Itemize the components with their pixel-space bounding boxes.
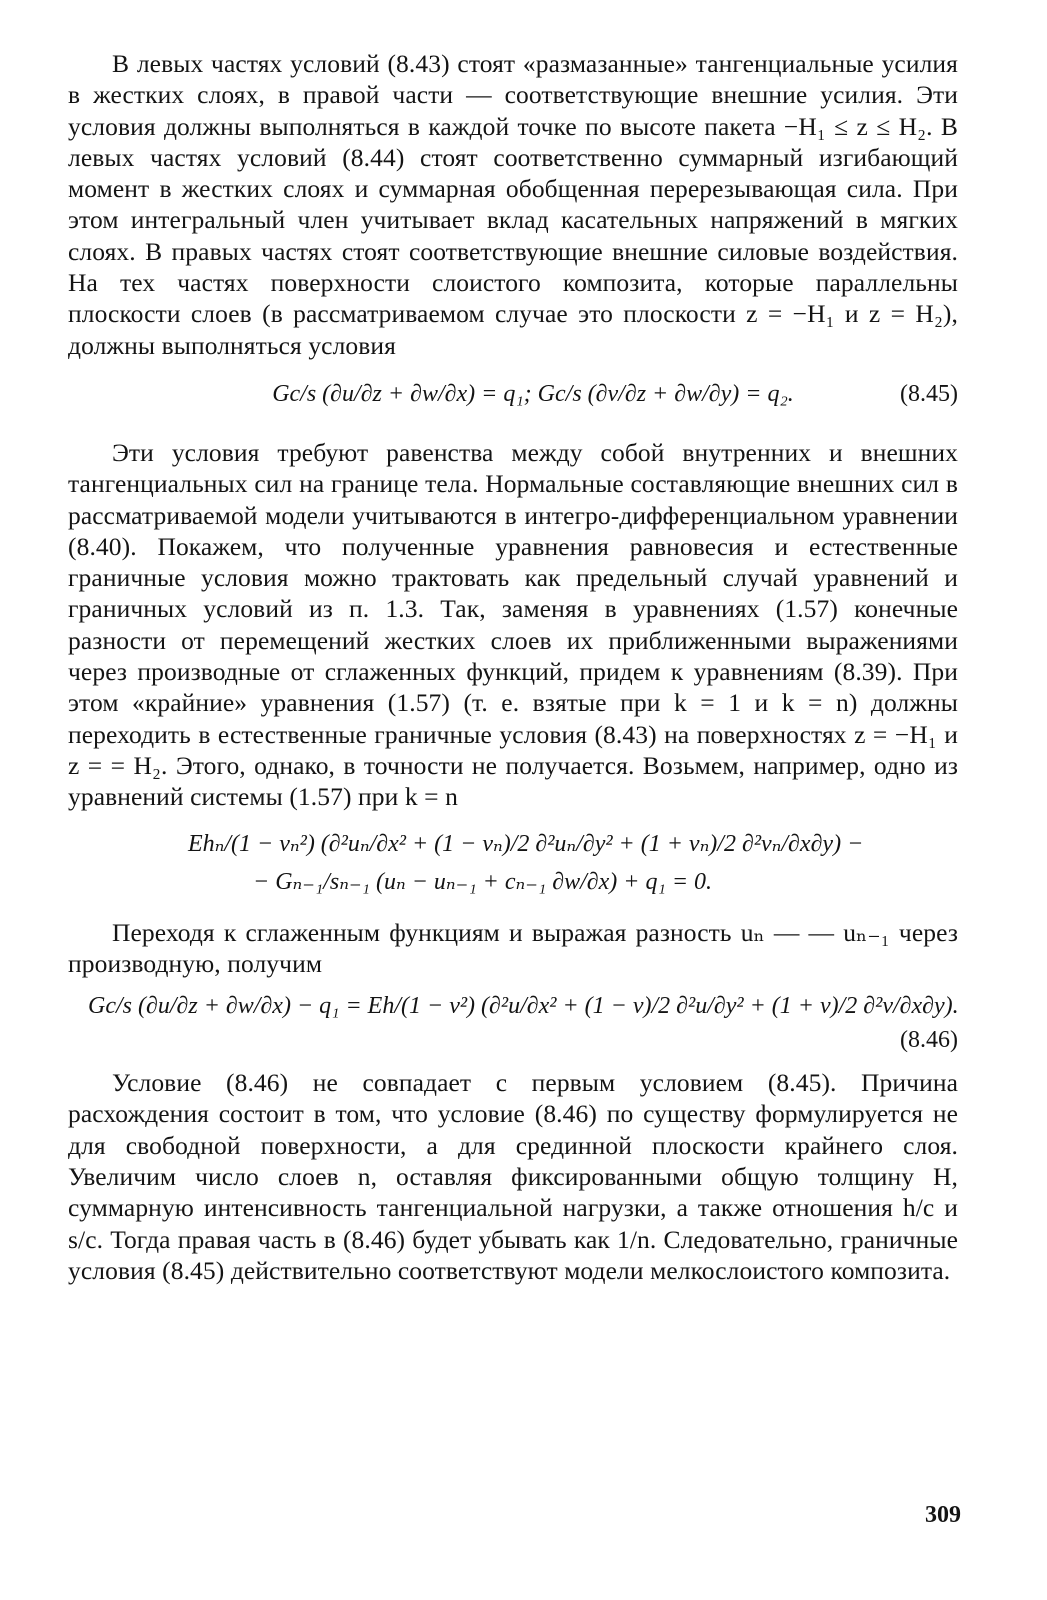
paragraph-2: Эти условия требуют равенства между собой внутренних и внешних тангенциальных сил на границе тела. Нормальные составляющие внешних сил в рассматриваемой модели учитываются в интегро-дифференциальном уравнении (8.40). Покажем, что полученные уравнения равновесия и естественные граничные условия можно трактовать как предельный случай уравнений и граничных условий из п. 1.3. Так, заменяя в уравнениях (1.57) конечные разности от перемещений жестких слоев их приближенными выражениями через производные от сглаженных функций, придем к уравнениям (8.39). При этом «крайние» уравнения (1.57) (т. е. взятые при k = 1 и k = n) должны переходить в естественные граничные условия (8.43) на поверхностях z = −H₁ и z = = H₂. Этого, однако, в точности не получается. Возьмем, например, одно из уравнений системы (1.57) при k = n [68, 437, 958, 812]
equation-1-57-line-2: − Gₙ₋₁/sₙ₋₁ (uₙ − uₙ₋₁ + cₙ₋₁ ∂w/∂x) + q₁ = 0. [253, 868, 713, 895]
equation-8-46: Gc/s (∂u/∂z + ∂w/∂x) − q₁ = Eh/(1 − ν²) (∂²u/∂x² + (1 − ν)/2 ∂²u/∂y² + (1 + ν)/2 ∂²v/∂x∂y). [88, 993, 959, 1020]
page-content [68, 48, 958, 1286]
equation-1-57-line-1: Ehₙ/(1 − νₙ²) (∂²uₙ/∂x² + (1 − νₙ)/2 ∂²uₙ/∂y² + (1 + νₙ)/2 ∂²vₙ/∂x∂y) − [188, 830, 864, 857]
paragraph-1: В левых частях условий (8.43) стоят «размазанные» тангенциальные усилия в жестких слоях, в правой части — соответствующие внешние усилия. Эти условия должны выполняться в каждой точке по высоте пакета −H₁ ≤ z ≤ H₂. В левых частях условий (8.44) стоят соответственно суммарный изгибающий момент в жестких слоях и суммарная обобщенная перерезывающая сила. При этом интегральный член учитывает вклад касательных напряжений в мягких слоях. В правых частях стоят соответствующие внешние силовые воздействия. На тех частях поверхности слоистого композита, которые параллельны плоскости слоев (в рассматриваемом случае это плоскости z = −H₁ и z = H₂), должны выполняться условия [68, 49, 958, 360]
equation-8-45-body: Gc/s (∂u/∂z + ∂w/∂x) = q₁; Gc/s (∂v/∂z + ∂w/∂y) = q₂. [272, 380, 794, 407]
equation-8-46-number: (8.46) [900, 1027, 958, 1054]
paragraph-4: Условие (8.46) не совпадает с первым условием (8.45). Причина расхождения состоит в том, что условие (8.46) по существу формулируется не для свободной поверхности, а для срединной плоскости крайнего слоя. Увеличим число слоев n, оставляя фиксированными общую толщину H, суммарную интенсивность тангенциальной нагрузки, а также отношения h/c и s/c. Тогда правая часть в (8.46) будет убывать как 1/n. Следовательно, граничные условия (8.45) действительно соответствуют модели мелкослоистого композита. [68, 1068, 958, 1285]
paragraph-3: Переходя к сглаженным функциям и выражая разность uₙ — — uₙ₋₁ через производную, получим [68, 917, 958, 978]
equation-8-45-number: (8.45) [900, 380, 958, 407]
page-number: 309 [925, 1502, 961, 1528]
equation-8-45 [68, 361, 958, 437]
